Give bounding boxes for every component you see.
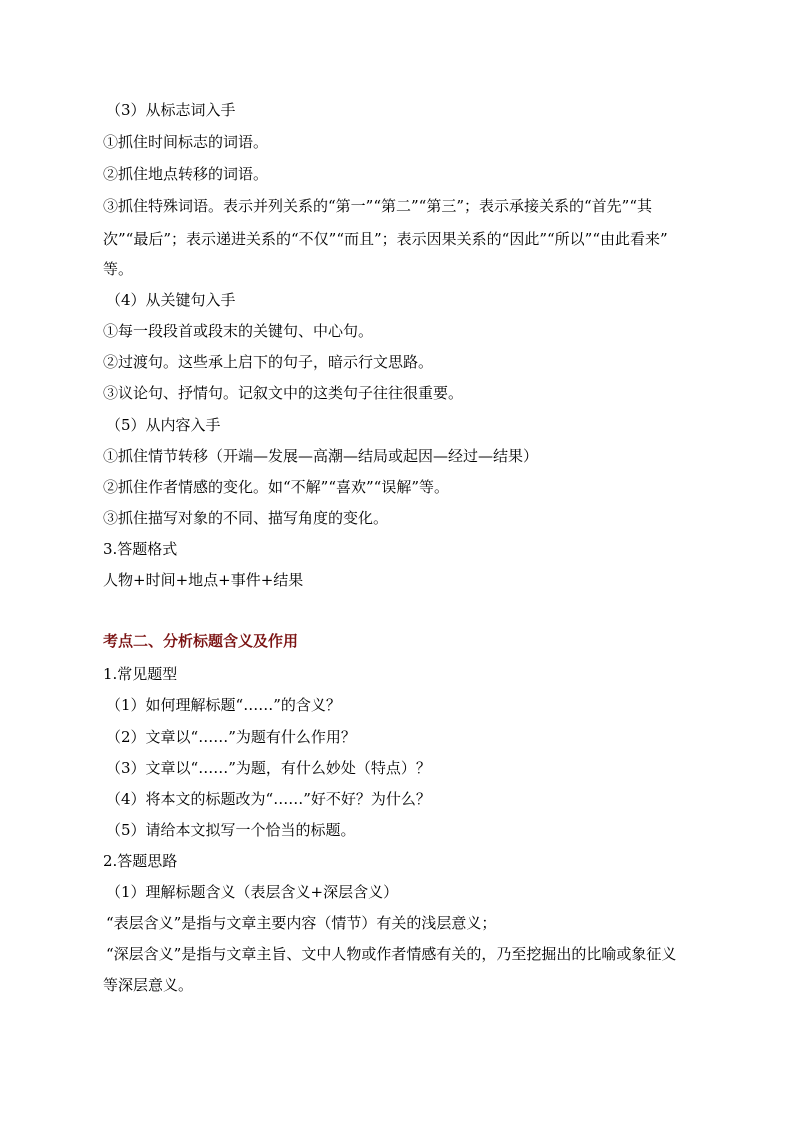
- subsection-title: （4）从关键句入手: [106, 291, 236, 309]
- paragraph: “深层含义”是指与文章主旨、文中人物或作者情感有关的，乃至挖掘出的比喻或象征义: [106, 945, 677, 963]
- list-item: ①抓住时间标志的词语。: [103, 133, 269, 151]
- list-item: ③抓住特殊词语。表示并列关系的“第一”“第二”“第三”；表示承接关系的“首先”“其: [103, 197, 653, 215]
- section-heading: 考点二、分析标题含义及作用: [103, 632, 299, 650]
- list-item: （2）文章以“……”为题有什么作用？: [106, 728, 356, 746]
- list-item: ②抓住地点转移的词语。: [103, 165, 269, 183]
- list-item: （4）将本文的标题改为“……”好不好？为什么？: [106, 790, 431, 808]
- subsection-title: （1）理解标题含义（表层含义+深层含义）: [106, 883, 399, 901]
- subsection-title: 1.常见题型: [103, 665, 178, 683]
- list-item: （3）文章以“……”为题，有什么妙处（特点）？: [106, 759, 431, 777]
- list-item-continued: 等。: [103, 260, 134, 278]
- paragraph: 人物+时间+地点+事件+结果: [103, 571, 304, 589]
- subsection-title: 2.答题思路: [103, 852, 178, 870]
- subsection-title: （5）从内容入手: [106, 416, 221, 434]
- subsection-title: （3）从标志词入手: [106, 101, 236, 119]
- list-item: ①每一段段首或段末的关键句、中心句。: [103, 322, 374, 340]
- paragraph: “表层含义”是指与文章主要内容（情节）有关的浅层意义；: [106, 914, 497, 932]
- paragraph-continued: 等深层意义。: [103, 976, 194, 994]
- list-item: ②过渡句。这些承上启下的句子，暗示行文思路。: [103, 353, 434, 371]
- list-item: ③议论句、抒情句。记叙文中的这类句子往往很重要。: [103, 384, 464, 402]
- list-item: ①抓住情节转移（开端—发展—高潮—结局或起因—经过—结果）: [103, 447, 539, 465]
- list-item: （1）如何理解标题“……”的含义？: [106, 696, 341, 714]
- subsection-title: 3.答题格式: [103, 540, 178, 558]
- list-item: ②抓住作者情感的变化。如“不解”“喜欢”“误解”等。: [103, 478, 450, 496]
- list-item: ③抓住描写对象的不同、描写角度的变化。: [103, 509, 389, 527]
- list-item-continued: 次”“最后”；表示递进关系的“不仅”“而且”；表示因果关系的“因此”“所以”“由此看来”: [103, 230, 668, 248]
- list-item: （5）请给本文拟写一个恰当的标题。: [106, 821, 356, 839]
